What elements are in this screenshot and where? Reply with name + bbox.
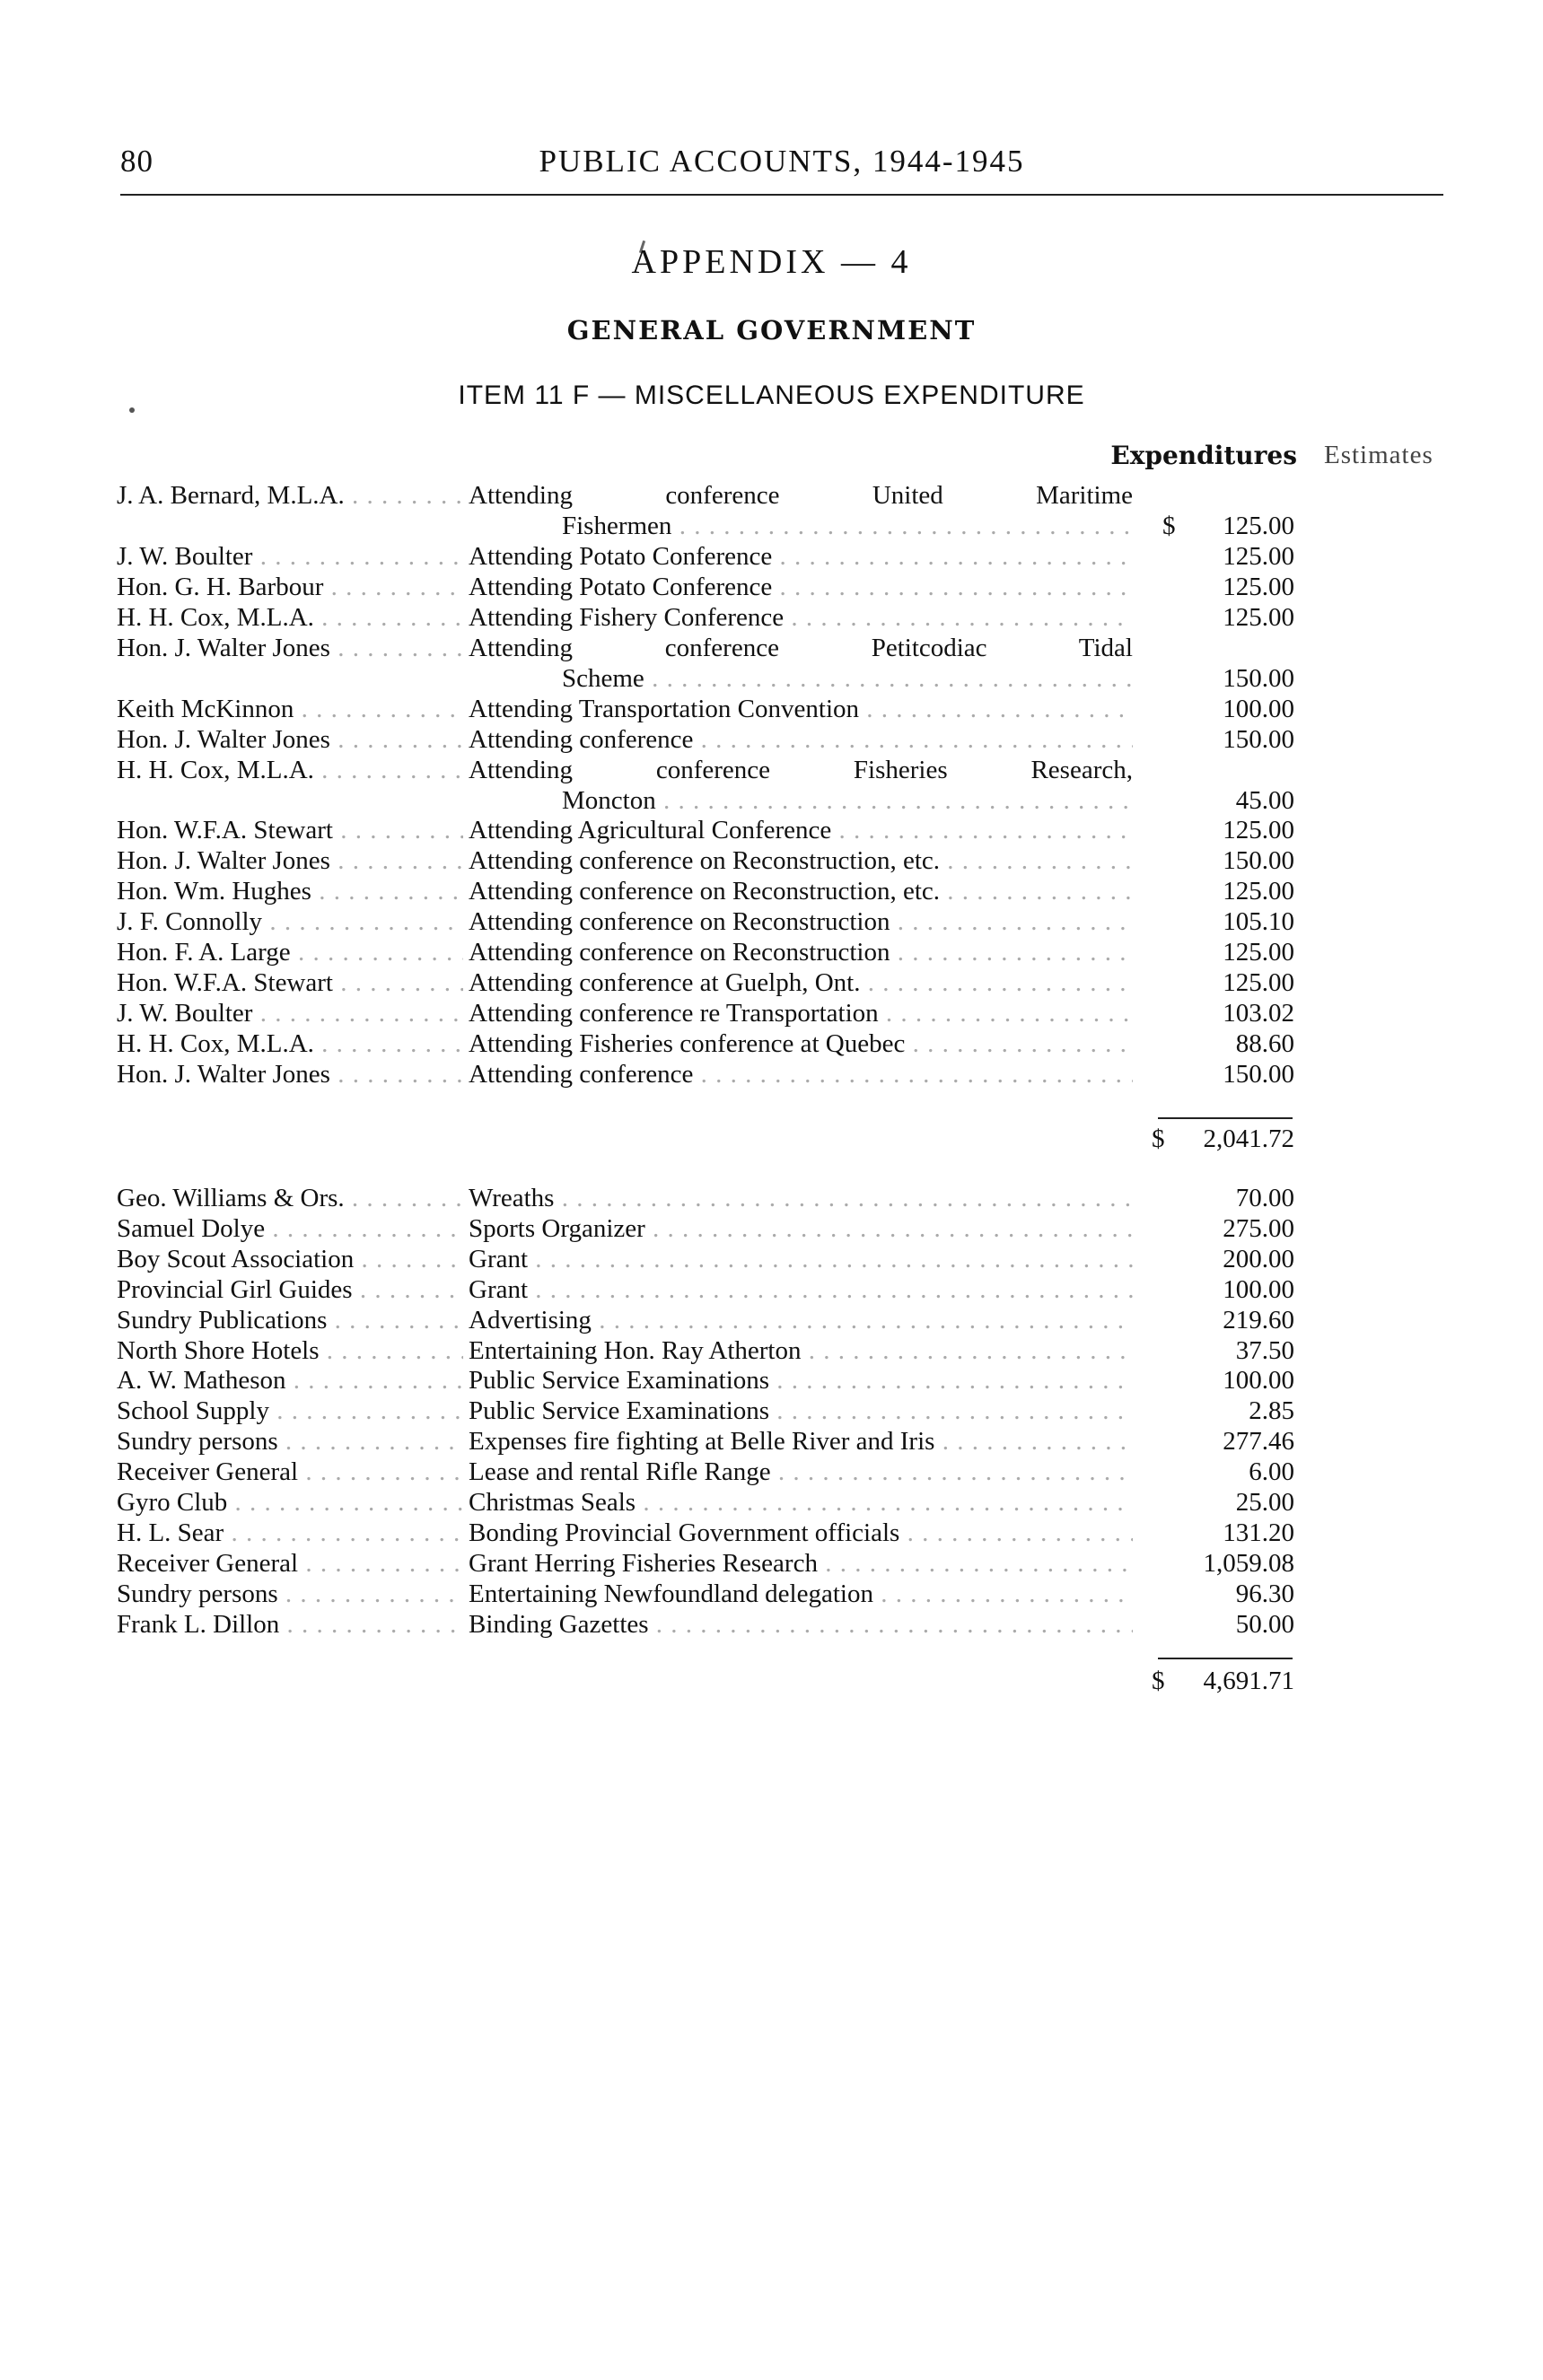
amount: 88.60	[1235, 1029, 1294, 1059]
ledger-row	[0, 663, 1543, 694]
ledger-row	[0, 998, 1543, 1028]
purpose: Bonding Provincial Government officials . . .	[469, 1518, 1133, 1548]
amount: 125.00	[1223, 572, 1294, 601]
payee: Provincial Girl Guides . . .	[117, 1274, 463, 1305]
ledger-row	[0, 1335, 1543, 1366]
payee: Hon. W.F.A. Stewart . . .	[117, 967, 463, 998]
payee: Hon. J. Walter Jones . . .	[117, 1059, 463, 1089]
amount: 105.10	[1223, 907, 1294, 937]
payee: Geo. Williams & Ors. . . .	[117, 1183, 463, 1213]
payee: School Supply . . .	[117, 1396, 463, 1426]
purpose: Attending conference on Reconstruction . . .	[469, 906, 1133, 937]
purpose: Grant . . .	[469, 1244, 1133, 1274]
amount: 96.30	[1235, 1579, 1294, 1608]
ledger-row	[0, 1426, 1543, 1457]
ledger-row	[0, 1244, 1543, 1274]
ledger-row	[0, 1548, 1543, 1579]
purpose: Attending Agricultural Conference . . .	[469, 815, 1133, 845]
payee: Receiver General . . .	[117, 1548, 463, 1579]
ledger-row	[0, 876, 1543, 906]
payee: J. A. Bernard, M.L.A. . . .	[117, 480, 463, 511]
payee: North Shore Hotels . . .	[117, 1335, 463, 1366]
purpose: Christmas Seals . . .	[469, 1487, 1133, 1518]
total-amount: 4,691.71	[1203, 1667, 1294, 1695]
header-rule	[120, 194, 1443, 196]
ledger-row	[0, 1396, 1543, 1426]
amount: 70.00	[1235, 1184, 1294, 1212]
purpose: Grant Herring Fisheries Research . . .	[469, 1548, 1133, 1579]
payee: Hon. W.F.A. Stewart . . .	[117, 815, 463, 845]
expenditures-column-header: Expenditures	[1110, 441, 1297, 470]
payee: Samuel Dolye . . .	[117, 1213, 463, 1244]
currency-sign: $	[1162, 511, 1176, 540]
ledger-row	[0, 541, 1543, 572]
amount: 125.00	[1223, 938, 1294, 967]
purpose: Attending Fisheries conference at Quebec . . .	[469, 1028, 1133, 1059]
ledger-row	[0, 755, 1543, 785]
amount: 50.00	[1235, 1609, 1294, 1639]
ledger-row	[0, 572, 1543, 602]
ledger-row	[0, 602, 1543, 633]
purpose: Expenses fire fighting at Belle River and Iris . . .	[469, 1426, 1133, 1457]
ledger-row	[0, 1059, 1543, 1089]
payee: Hon. F. A. Large . . .	[117, 937, 463, 967]
payee: Hon. J. Walter Jones . . .	[117, 633, 463, 663]
payee: J. F. Connolly . . .	[117, 906, 463, 937]
purpose: Public Service Examinations . . .	[469, 1396, 1133, 1426]
ledger-row	[0, 1579, 1543, 1609]
ledger-row	[0, 1274, 1543, 1305]
amount: 131.20	[1223, 1518, 1294, 1547]
ledger-row	[0, 1183, 1543, 1213]
purpose: Attending conference re Transportation . . .	[469, 998, 1133, 1028]
total-row	[0, 1666, 1543, 1696]
section-heading: GENERAL GOVERNMENT	[566, 315, 977, 346]
purpose: Attending Potato Conference . . .	[469, 572, 1133, 602]
amount: 125.00	[1223, 511, 1294, 540]
currency-sign: $	[1152, 1124, 1165, 1153]
purpose: Attending Transportation Convention . . .	[469, 694, 1133, 724]
ledger-row	[0, 724, 1543, 755]
payee: Frank L. Dillon . . .	[117, 1609, 463, 1640]
purpose: Attending conference Fisheries Research,	[469, 755, 1133, 784]
purpose: Attending conference on Reconstruction . . .	[469, 937, 1133, 967]
purpose: Fishermen . . .	[562, 511, 1133, 541]
payee: J. W. Boulter . . .	[117, 998, 463, 1028]
payee: Sundry persons . . .	[117, 1579, 463, 1609]
amount: 25.00	[1235, 1488, 1294, 1517]
purpose: Lease and rental Rifle Range . . .	[469, 1457, 1133, 1487]
purpose: Entertaining Hon. Ray Atherton . . .	[469, 1335, 1133, 1366]
payee: A. W. Matheson . . .	[117, 1365, 463, 1396]
purpose: Attending conference . . .	[469, 724, 1133, 755]
amount: 100.00	[1223, 694, 1294, 723]
amount: 45.00	[1235, 785, 1294, 815]
ledger-row	[0, 633, 1543, 663]
payee: H. H. Cox, M.L.A. . . .	[117, 755, 463, 785]
amount: 100.00	[1223, 1366, 1294, 1396]
ledger-row	[0, 694, 1543, 724]
purpose: Grant . . .	[469, 1274, 1133, 1305]
amount: 100.00	[1223, 1274, 1294, 1304]
subtotal-row	[0, 1124, 1543, 1154]
purpose: Attending Potato Conference . . .	[469, 541, 1133, 572]
payee: Hon. G. H. Barbour . . .	[117, 572, 463, 602]
estimates-column-header: Estimates	[1324, 441, 1433, 469]
payee: Keith McKinnon . . .	[117, 694, 463, 724]
item-heading: ITEM 11 F — MISCELLANEOUS EXPENDITURE	[458, 381, 1085, 410]
amount: 275.00	[1223, 1213, 1294, 1243]
purpose: Attending conference . . .	[469, 1059, 1133, 1089]
ledger-row	[0, 480, 1543, 511]
payee: H. H. Cox, M.L.A. . . .	[117, 602, 463, 633]
amount: 6.00	[1249, 1457, 1294, 1487]
page-number: 80	[120, 144, 153, 179]
purpose: Public Service Examinations . . .	[469, 1365, 1133, 1396]
ledger-row	[0, 815, 1543, 845]
amount: 103.02	[1223, 999, 1294, 1028]
purpose: Attending conference on Reconstruction, etc. . . .	[469, 845, 1133, 876]
ledger-row	[0, 511, 1543, 541]
purpose: Scheme . . .	[562, 663, 1133, 694]
amount: 150.00	[1223, 1060, 1294, 1089]
ledger-row	[0, 1305, 1543, 1335]
ledger-row	[0, 1213, 1543, 1244]
amount: 219.60	[1223, 1305, 1294, 1334]
ledger-row	[0, 937, 1543, 967]
purpose: Attending conference on Reconstruction, etc. . . .	[469, 876, 1133, 906]
payee: Boy Scout Association . . .	[117, 1244, 463, 1274]
subtotal-amount: 2,041.72	[1203, 1124, 1294, 1153]
total-rule	[1158, 1658, 1293, 1659]
amount: 125.00	[1223, 968, 1294, 998]
subtotal-rule	[1158, 1117, 1293, 1119]
purpose: Wreaths . . .	[469, 1183, 1133, 1213]
ledger-row	[0, 1609, 1543, 1640]
page-title: PUBLIC ACCOUNTS, 1944-1945	[539, 144, 1025, 179]
payee: J. W. Boulter . . .	[117, 541, 463, 572]
payee: Receiver General . . .	[117, 1457, 463, 1487]
amount: 125.00	[1223, 602, 1294, 632]
ledger-row	[0, 967, 1543, 998]
running-head	[120, 144, 1443, 185]
purpose: Attending conference at Guelph, Ont. . . .	[469, 967, 1133, 998]
amount: 125.00	[1223, 877, 1294, 906]
amount: 277.46	[1223, 1427, 1294, 1457]
payee: Sundry persons . . .	[117, 1426, 463, 1457]
ledger-row	[0, 1365, 1543, 1396]
amount: 125.00	[1223, 541, 1294, 571]
amount: 37.50	[1235, 1335, 1294, 1365]
payee: Hon. J. Walter Jones . . .	[117, 724, 463, 755]
payee: H. L. Sear . . .	[117, 1518, 463, 1548]
payee: Hon. J. Walter Jones . . .	[117, 845, 463, 876]
payee: H. H. Cox, M.L.A. . . .	[117, 1028, 463, 1059]
amount: 125.00	[1223, 816, 1294, 845]
ledger-row	[0, 1518, 1543, 1548]
purpose: Moncton . . .	[562, 785, 1133, 816]
ledger-row	[0, 785, 1543, 816]
purpose: Sports Organizer . . .	[469, 1213, 1133, 1244]
ledger-row	[0, 1487, 1543, 1518]
purpose: Attending conference United Maritime	[469, 481, 1133, 510]
amount: 150.00	[1223, 663, 1294, 693]
ledger-row	[0, 845, 1543, 876]
amount: 150.00	[1223, 724, 1294, 754]
amount: 1,059.08	[1203, 1548, 1294, 1578]
purpose: Advertising . . .	[469, 1305, 1133, 1335]
appendix-heading: APPENDIX — 4	[631, 243, 912, 281]
ledger-row	[0, 906, 1543, 937]
payee: Sundry Publications . . .	[117, 1305, 463, 1335]
purpose: Attending conference Petitcodiac Tidal	[469, 633, 1133, 662]
amount: 200.00	[1223, 1244, 1294, 1273]
currency-sign: $	[1152, 1667, 1165, 1695]
amount: 150.00	[1223, 846, 1294, 876]
purpose: Binding Gazettes . . .	[469, 1609, 1133, 1640]
purpose: Attending Fishery Conference . . .	[469, 602, 1133, 633]
payee: Hon. Wm. Hughes . . .	[117, 876, 463, 906]
ledger-row	[0, 1457, 1543, 1487]
payee: Gyro Club . . .	[117, 1487, 463, 1518]
amount: 2.85	[1249, 1396, 1294, 1426]
purpose: Entertaining Newfoundland delegation . . .	[469, 1579, 1133, 1609]
ledger-row	[0, 1028, 1543, 1059]
